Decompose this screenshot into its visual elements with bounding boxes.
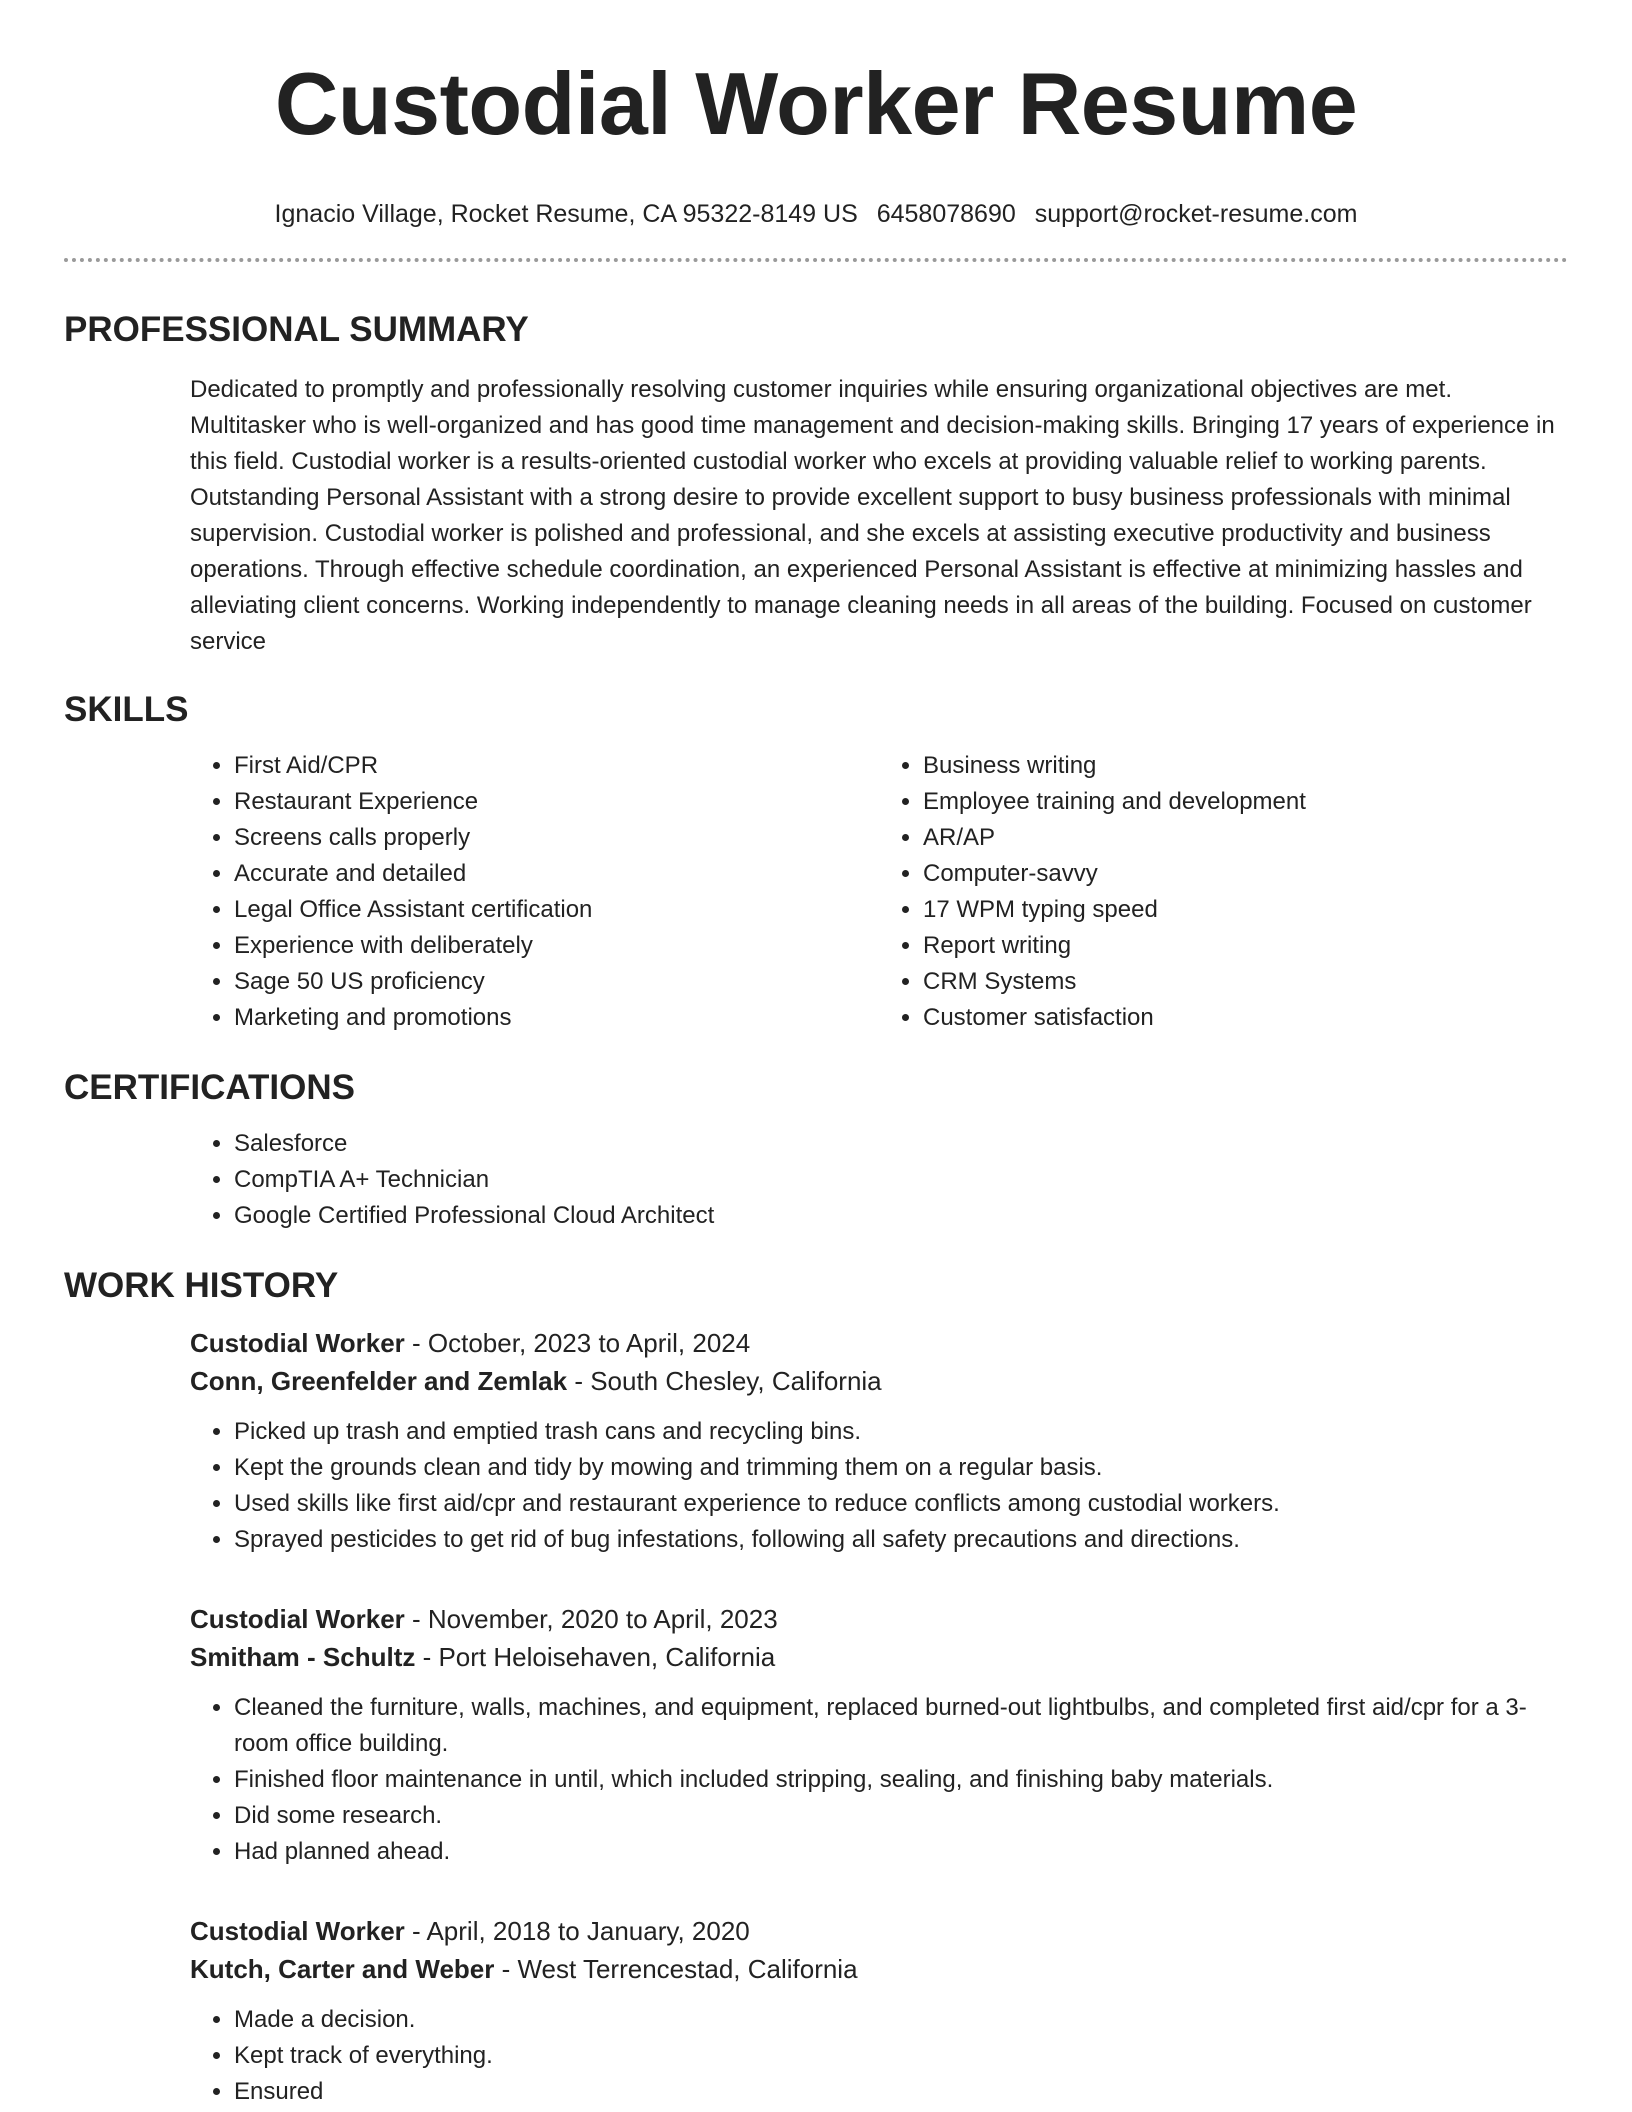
job-company-line [190,1362,1568,1400]
job-bullets [190,2002,1568,2110]
job-company-line [190,1950,1568,1988]
skill-item: • 17 WPM typing speed [923,892,1568,928]
job-bullet: • Kept the grounds clean and tidy by mowing and trimming them on a regular basis. [234,1450,1568,1486]
skill-item: • Computer-savvy [923,856,1568,892]
contact-address: Ignacio Village, Rocket Resume, CA 95322-8149 US [274,200,858,228]
job-dates: - October, 2023 to April, 2024 [404,1328,751,1358]
skill-item: • Screens calls properly [234,820,879,856]
skill-item: • Legal Office Assistant certification [234,892,879,928]
job-location: - South Chesley, California [567,1366,882,1396]
job-bullet: • Picked up trash and emptied trash cans and recycling bins. [234,1414,1568,1450]
job-bullets [190,1690,1568,1870]
job-dates: - April, 2018 to January, 2020 [404,1916,750,1946]
job-title: Custodial Worker [190,1604,405,1634]
certifications-list [190,1126,1568,1234]
certification-item: • Salesforce [234,1126,1568,1162]
skills-content [190,748,1568,1036]
job-location: - Port Heloisehaven, California [415,1642,776,1672]
skill-item: • Employee training and development [923,784,1568,820]
job-company: Kutch, Carter and Weber [190,1954,495,1984]
job-location: - West Terrencestad, California [494,1954,858,1984]
skills-section [64,688,1568,1036]
certification-item: • Google Certified Professional Cloud Architect [234,1198,1568,1234]
job-title-line [190,1600,1568,1638]
contact-email[interactable]: support@rocket-resume.com [1034,200,1358,228]
skill-item: • Sage 50 US proficiency [234,964,879,1000]
job-bullet: • Had planned ahead. [234,1834,1568,1870]
job-title: Custodial Worker [190,1916,405,1946]
skill-item: • Accurate and detailed [234,856,879,892]
job-bullet: • Used skills like first aid/cpr and restaurant experience to reduce conflicts among custodial workers. [234,1486,1568,1522]
skill-item: • Experience with deliberately [234,928,879,964]
job-entry [190,1324,1568,1558]
certifications-content [190,1126,1568,1234]
work-history-content [190,1324,1568,2110]
work-history-heading: WORK HISTORY [64,1266,339,1305]
skills-list-right [879,748,1568,1036]
skills-heading: SKILLS [64,690,189,729]
contact-phone: 6458078690 [876,200,1016,228]
header-divider [64,258,1568,262]
skill-item: • Marketing and promotions [234,1000,879,1036]
job-company-line [190,1638,1568,1676]
skill-item: • Business writing [923,748,1568,784]
job-bullet: • Finished floor maintenance in until, which included stripping, sealing, and finishing baby materials. [234,1762,1568,1798]
job-bullet: • Ensured [234,2074,1568,2110]
summary-heading: PROFESSIONAL SUMMARY [64,310,529,349]
resume-title: Custodial Worker Resume [274,54,1358,153]
job-bullet: • Did some research. [234,1798,1568,1834]
job-bullet: • Kept track of everything. [234,2038,1568,2074]
job-bullet: • Made a decision. [234,2002,1568,2038]
skill-item: • First Aid/CPR [234,748,879,784]
skill-item: • CRM Systems [923,964,1568,1000]
skills-grid [190,748,1568,1036]
skill-item: • Customer satisfaction [923,1000,1568,1036]
resume-header [0,0,1632,230]
job-bullet: • Sprayed pesticides to get rid of bug infestations, following all safety precautions and directions. [234,1522,1568,1558]
certifications-heading: CERTIFICATIONS [64,1068,356,1107]
job-entry [190,1912,1568,2110]
summary-content [190,372,1568,660]
job-company: Smitham - Schultz [190,1642,416,1672]
job-title: Custodial Worker [190,1328,405,1358]
certifications-section [64,1066,1568,1234]
job-title-line [190,1324,1568,1362]
summary-text: Dedicated to promptly and professionally resolving customer inquiries while ensuring organizational objectives are met. Multitasker who is well-organized and has good time management and decision-making skills. Bringing 17 years of experience in this field. Custodial worker is a results-oriented custodial worker who excels at providing valuable relief to working parents. Outstanding Personal Assistant with a strong desire to provide excellent support to busy business professionals with minimal supervision. Custodial worker is polished and professional, and she excels at assisting executive productivity and business operations. Through effective schedule coordination, an experienced Personal Assistant is effective at minimizing hassles and alleviating client concerns. Working independently to manage cleaning needs in all areas of the building. Focused on customer service [190,376,1555,655]
job-title-line [190,1912,1568,1950]
summary-section [64,308,1568,660]
work-history-section [64,1264,1568,2110]
skills-list-left [190,748,879,1036]
job-company: Conn, Greenfelder and Zemlak [190,1366,568,1396]
job-entry [190,1600,1568,1870]
job-bullet: • Cleaned the furniture, walls, machines, and equipment, replaced burned-out lightbulbs, and completed first aid/cpr for a 3-room office building. [234,1690,1568,1762]
certification-item: • CompTIA A+ Technician [234,1162,1568,1198]
skill-item: • Report writing [923,928,1568,964]
contact-line [0,198,1632,230]
skill-item: • AR/AP [923,820,1568,856]
skill-item: • Restaurant Experience [234,784,879,820]
job-bullets [190,1414,1568,1558]
job-dates: - November, 2020 to April, 2023 [404,1604,778,1634]
